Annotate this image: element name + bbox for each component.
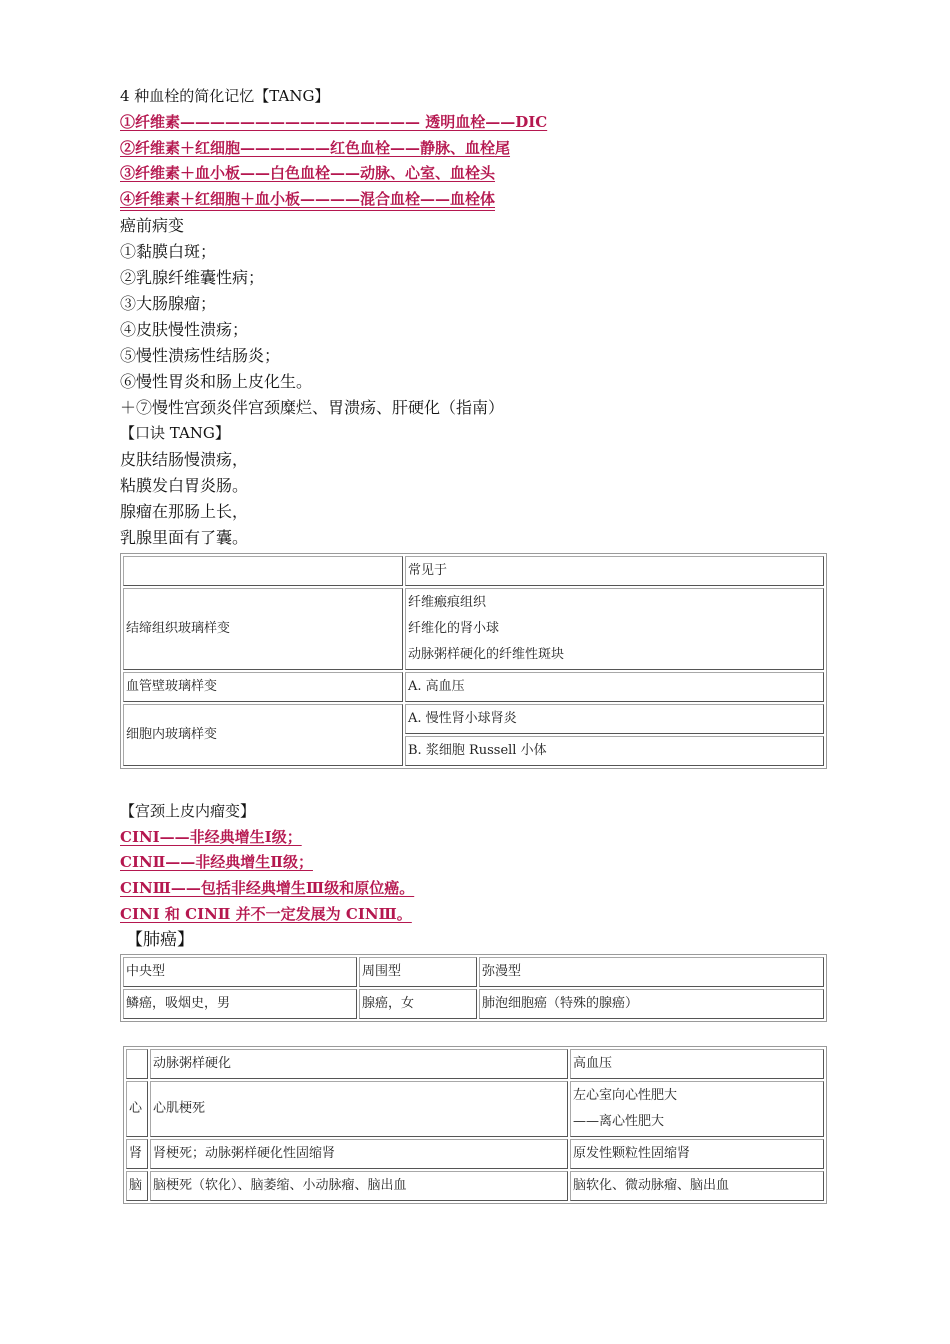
cin-item: CINⅢ——包括非经典增生Ⅲ级和原位癌。	[120, 879, 415, 898]
table-row-label: 脑	[126, 1171, 148, 1201]
thrombus-item: ①纤维素———————————————— 透明血栓——DIC	[120, 112, 548, 131]
precancer-item: ③大肠腺瘤；	[120, 293, 217, 313]
table-cell	[123, 556, 403, 586]
precancer-item: ①黏膜白斑；	[120, 241, 217, 261]
document-page	[120, 84, 830, 1204]
table-row	[123, 588, 824, 670]
mnemonic-line: 粘膜发白胃炎肠。	[120, 475, 249, 495]
table-row	[126, 1171, 824, 1201]
thrombus-heading: 4 种血栓的简化记忆【TANG】	[120, 87, 330, 105]
cell-line: 纤维化的肾小球	[408, 620, 500, 636]
table-cell	[570, 1081, 824, 1137]
table-cell: 腺癌，女	[359, 989, 477, 1019]
table-row-label: 细胞内玻璃样变	[123, 704, 403, 766]
precancer-item: ⑥慢性胃炎和肠上皮化生。	[120, 371, 313, 391]
cin-item: CINⅠ 和 CINⅡ 并不一定发展为 CINⅢ。	[120, 904, 412, 923]
table-cell: 脑梗死（软化）、脑萎缩、小动脉瘤、脑出血	[150, 1171, 568, 1201]
table-row	[123, 957, 824, 987]
table-cell: 心肌梗死	[150, 1081, 568, 1137]
cell-line: 左心室向心性肥大	[573, 1087, 678, 1103]
table-header-cell: 常见于	[405, 556, 824, 586]
precancer-heading: 癌前病变	[120, 215, 185, 235]
cell-line: 动脉粥样硬化的纤维性斑块	[408, 646, 565, 662]
table-cell: 原发性颗粒性固缩肾	[570, 1139, 824, 1169]
table-cell: A. 高血压	[405, 672, 824, 702]
mnemonic-line: 腺瘤在那肠上长，	[120, 501, 249, 521]
table-row	[126, 1139, 824, 1169]
comparison-table	[123, 1046, 827, 1204]
table-header-cell: 周围型	[359, 957, 477, 987]
table-row	[123, 704, 824, 734]
cell-line: 纤维瘢痕组织	[408, 594, 487, 610]
precancer-item: ②乳腺纤维囊性病；	[120, 267, 265, 287]
cin-item: CINⅡ——非经典增生Ⅱ级；	[120, 853, 313, 872]
mnemonic-line: 皮肤结肠慢溃疡，	[120, 449, 249, 469]
table-cell: A. 慢性肾小球肾炎	[405, 704, 824, 734]
table-cell	[405, 588, 824, 670]
table-header-cell: 动脉粥样硬化	[150, 1049, 568, 1079]
lung-heading: 【肺癌】	[126, 929, 194, 950]
precancer-item: ④皮肤慢性溃疡；	[120, 319, 249, 339]
table-cell	[126, 1049, 148, 1079]
hyaline-table	[120, 553, 827, 769]
mnemonic-line: 乳腺里面有了囊。	[120, 527, 249, 547]
thrombus-item: ③纤维素＋血小板——白色血栓——动脉、心室、血栓头	[120, 164, 496, 183]
table-header-cell: 弥漫型	[479, 957, 824, 987]
table-row-label: 肾	[126, 1139, 148, 1169]
table-row-label: 心	[126, 1081, 148, 1137]
table-row	[123, 989, 824, 1019]
cell-line: ——离心性肥大	[573, 1113, 665, 1129]
table-cell: 肾梗死；动脉粥样硬化性固缩肾	[150, 1139, 568, 1169]
table-row	[126, 1049, 824, 1079]
table-header-cell: 高血压	[570, 1049, 824, 1079]
table-row-label: 结缔组织玻璃样变	[123, 588, 403, 670]
mnemonic-heading: 【口诀 TANG】	[120, 423, 230, 442]
precancer-item: ＋⑦慢性宫颈炎伴宫颈糜烂、胃溃疡、肝硬化（指南）	[120, 397, 505, 417]
table-cell: 脑软化、微动脉瘤、脑出血	[570, 1171, 824, 1201]
thrombus-item: ②纤维素＋红细胞——————红色血栓——静脉、血栓尾	[120, 138, 511, 157]
lung-table	[120, 954, 827, 1022]
cin-heading: 【宫颈上皮内瘤变】	[120, 801, 256, 820]
table-cell: 鳞癌，吸烟史，男	[123, 989, 357, 1019]
table-row	[126, 1081, 824, 1137]
table-cell: B. 浆细胞 Russell 小体	[405, 736, 824, 766]
cin-item: CINⅠ——非经典增生Ⅰ级；	[120, 827, 302, 846]
table-row	[123, 672, 824, 702]
precancer-item: ⑤慢性溃疡性结肠炎；	[120, 345, 281, 365]
table-cell: 肺泡细胞癌（特殊的腺癌）	[479, 989, 824, 1019]
thrombus-item: ④纤维素＋红细胞＋血小板————混合血栓——血栓体	[120, 190, 496, 209]
table-row	[123, 556, 824, 586]
table-row-label: 血管壁玻璃样变	[123, 672, 403, 702]
table-header-cell: 中央型	[123, 957, 357, 987]
